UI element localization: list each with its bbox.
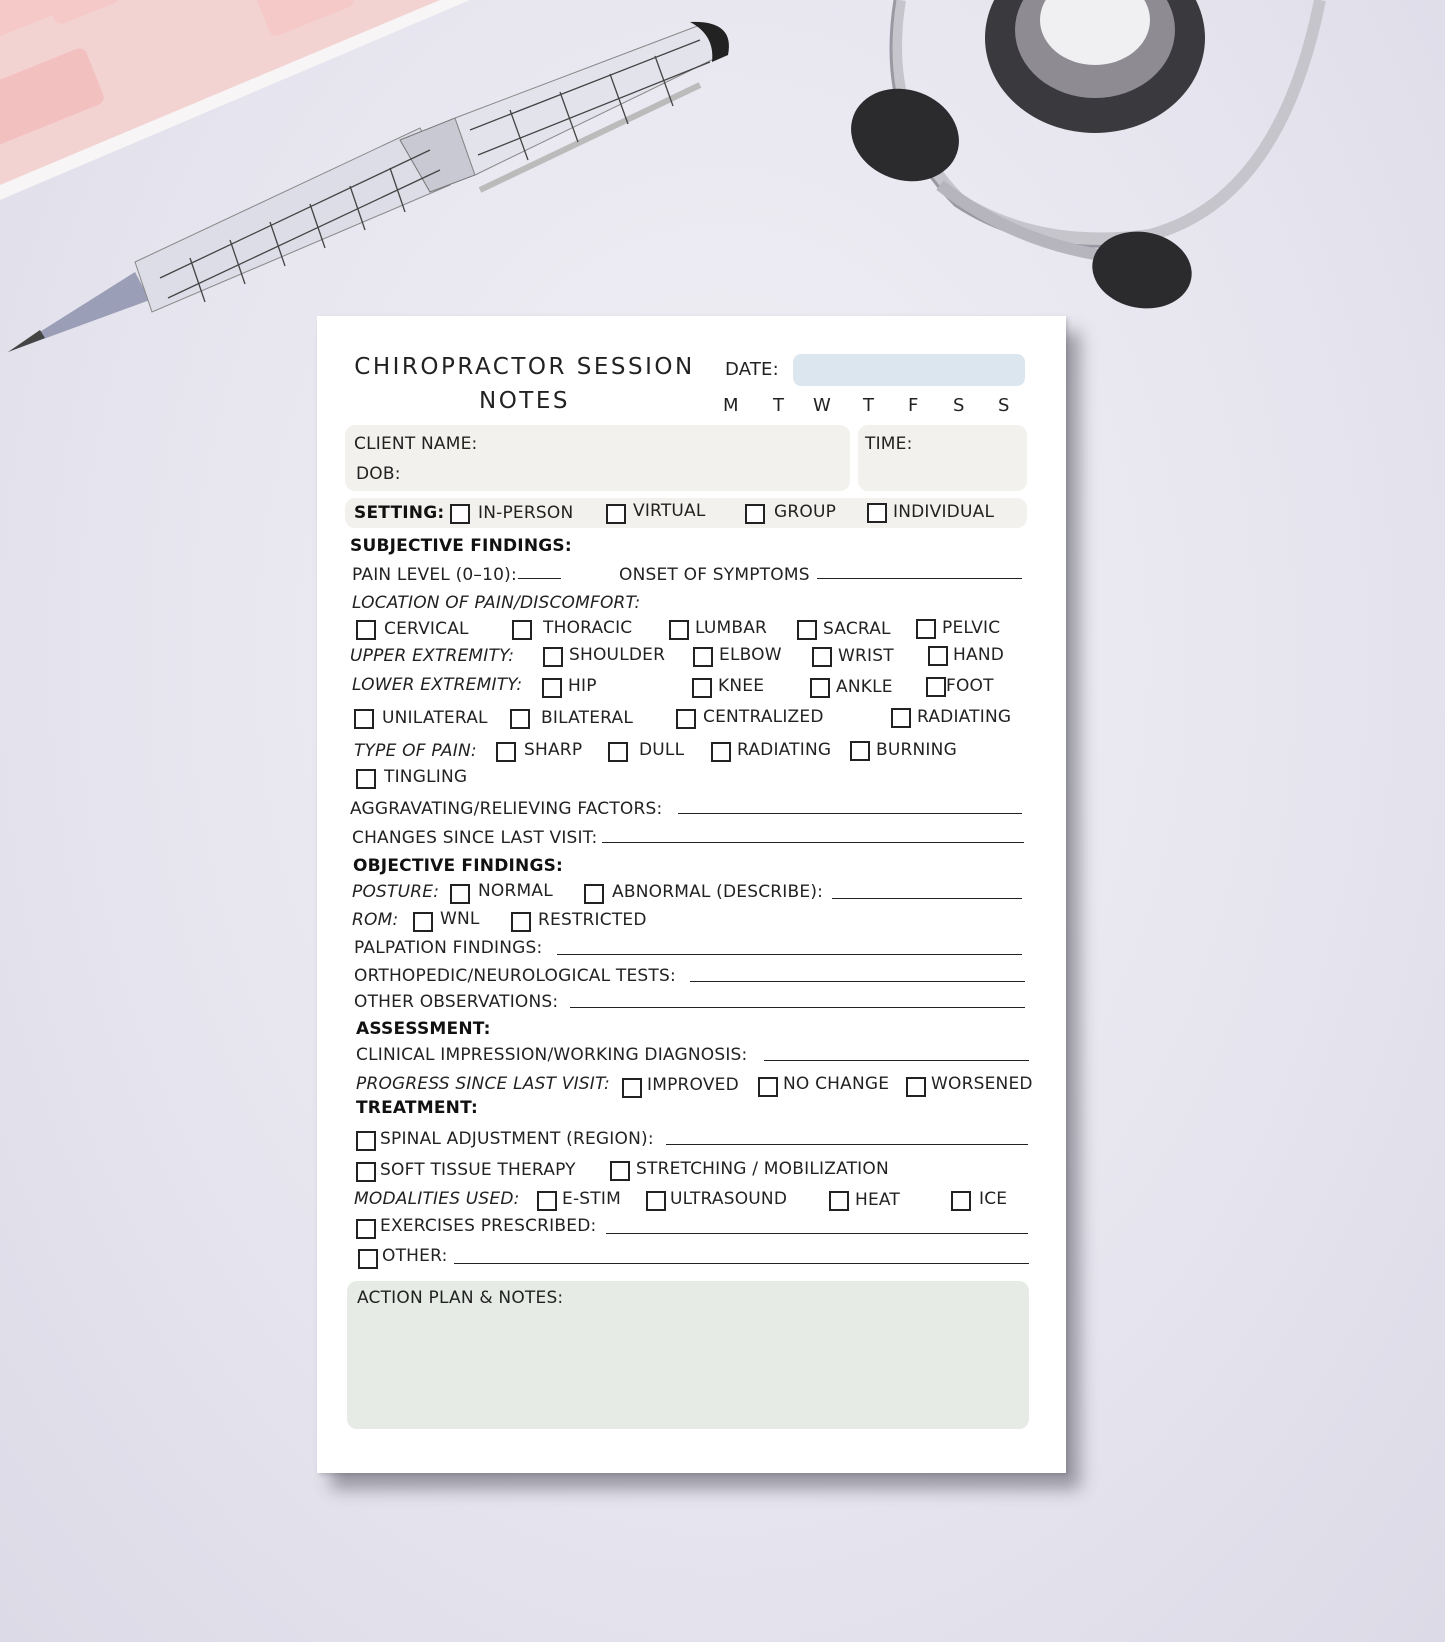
tingling-checkbox[interactable]	[356, 769, 376, 789]
posture-normal-label: NORMAL	[478, 881, 553, 901]
centralized-label: CENTRALIZED	[703, 707, 824, 727]
elbow-label: ELBOW	[719, 645, 782, 665]
exercises-label: EXERCISES PRESCRIBED:	[380, 1216, 597, 1236]
lumbar-label: LUMBAR	[695, 618, 768, 638]
sacral-label: SACRAL	[823, 619, 891, 639]
no-change-checkbox[interactable]	[758, 1077, 778, 1097]
title-line-2: NOTES	[479, 388, 570, 414]
setting-individual-checkbox[interactable]	[867, 503, 887, 523]
setting-in-person-label: IN-PERSON	[478, 503, 574, 523]
ortho-field[interactable]	[690, 981, 1025, 982]
setting-in-person-checkbox[interactable]	[450, 504, 470, 524]
heat-checkbox[interactable]	[829, 1191, 849, 1211]
weekday-selector	[723, 396, 1029, 420]
unilateral-checkbox[interactable]	[354, 709, 374, 729]
posture-normal-checkbox[interactable]	[450, 884, 470, 904]
day-wednesday[interactable]: W	[813, 395, 831, 416]
setting-individual-label: INDIVIDUAL	[893, 502, 995, 522]
dob-label: DOB:	[356, 464, 401, 484]
aggravating-label: AGGRAVATING/RELIEVING FACTORS:	[350, 799, 663, 819]
date-field[interactable]	[793, 354, 1025, 386]
setting-group-label: GROUP	[774, 502, 837, 522]
aggravating-field[interactable]	[678, 813, 1022, 814]
rom-restricted-label: RESTRICTED	[538, 910, 647, 930]
ultrasound-label: ULTRASOUND	[670, 1189, 788, 1209]
palpation-field[interactable]	[557, 954, 1022, 955]
e-stim-label: E-STIM	[562, 1189, 621, 1209]
hip-label: HIP	[568, 676, 597, 696]
stretching-checkbox[interactable]	[610, 1161, 630, 1181]
rom-wnl-checkbox[interactable]	[413, 912, 433, 932]
day-monday[interactable]: M	[723, 395, 739, 416]
knee-label: KNEE	[718, 676, 765, 696]
palpation-label: PALPATION FINDINGS:	[354, 938, 543, 958]
lumbar-checkbox[interactable]	[669, 620, 689, 640]
assessment-heading: ASSESSMENT:	[356, 1019, 491, 1039]
ankle-label: ANKLE	[836, 677, 893, 697]
pelvic-label: PELVIC	[942, 618, 1001, 638]
other-observations-label: OTHER OBSERVATIONS:	[354, 992, 559, 1012]
shoulder-checkbox[interactable]	[543, 647, 563, 667]
treatment-heading: TREATMENT:	[356, 1098, 478, 1118]
changes-field[interactable]	[602, 842, 1024, 843]
spinal-adjustment-label: SPINAL ADJUSTMENT (REGION):	[380, 1129, 654, 1149]
time-label: TIME:	[865, 434, 913, 454]
shoulder-label: SHOULDER	[569, 645, 666, 665]
worsened-label: WORSENED	[931, 1074, 1033, 1094]
rom-wnl-label: WNL	[440, 909, 480, 929]
wrist-checkbox[interactable]	[812, 647, 832, 667]
radiating-distribution-checkbox[interactable]	[891, 708, 911, 728]
day-friday[interactable]: F	[908, 395, 919, 416]
hand-label: HAND	[953, 645, 1005, 665]
day-saturday[interactable]: S	[953, 395, 965, 416]
tingling-label: TINGLING	[384, 767, 468, 787]
heat-label: HEAT	[855, 1190, 901, 1210]
impression-label: CLINICAL IMPRESSION/WORKING DIAGNOSIS:	[356, 1045, 748, 1065]
sacral-checkbox[interactable]	[797, 620, 817, 640]
stethoscope-icon	[838, 0, 1320, 316]
bilateral-label: BILATERAL	[541, 708, 633, 728]
other-treatment-label: OTHER:	[382, 1246, 448, 1266]
thoracic-checkbox[interactable]	[512, 620, 532, 640]
sharp-checkbox[interactable]	[496, 742, 516, 762]
burning-checkbox[interactable]	[850, 741, 870, 761]
ortho-label: ORTHOPEDIC/NEUROLOGICAL TESTS:	[354, 966, 676, 986]
onset-field[interactable]	[817, 578, 1022, 579]
lower-extremity-label: LOWER EXTREMITY:	[352, 675, 523, 695]
unilateral-label: UNILATERAL	[382, 708, 488, 728]
radiating-distribution-label: RADIATING	[917, 707, 1012, 727]
pain-level-field[interactable]	[518, 578, 561, 579]
soft-tissue-label: SOFT TISSUE THERAPY	[380, 1160, 576, 1180]
title-line-1: CHIROPRACTOR SESSION	[354, 354, 695, 380]
knee-checkbox[interactable]	[692, 678, 712, 698]
pelvic-checkbox[interactable]	[916, 619, 936, 639]
posture-label: POSTURE:	[352, 882, 440, 902]
spinal-adjustment-field[interactable]	[666, 1144, 1028, 1145]
posture-abnormal-label: ABNORMAL (DESCRIBE):	[612, 882, 824, 902]
foot-label: FOOT	[946, 676, 994, 696]
ankle-checkbox[interactable]	[810, 678, 830, 698]
e-stim-checkbox[interactable]	[537, 1191, 557, 1211]
wrist-label: WRIST	[838, 646, 894, 666]
setting-label: SETTING:	[354, 503, 445, 523]
posture-describe-field[interactable]	[832, 898, 1022, 899]
foot-checkbox[interactable]	[926, 677, 946, 697]
subjective-heading: SUBJECTIVE FINDINGS:	[350, 536, 572, 556]
centralized-checkbox[interactable]	[676, 709, 696, 729]
day-sunday[interactable]: S	[998, 395, 1010, 416]
action-plan-label: ACTION PLAN & NOTES:	[357, 1288, 564, 1308]
day-tuesday[interactable]: T	[773, 395, 785, 416]
impression-field[interactable]	[764, 1060, 1029, 1061]
other-observations-field[interactable]	[570, 1007, 1025, 1008]
exercises-field[interactable]	[606, 1233, 1028, 1234]
no-change-label: NO CHANGE	[783, 1074, 890, 1094]
bilateral-checkbox[interactable]	[510, 709, 530, 729]
spinal-adjustment-checkbox[interactable]	[356, 1131, 376, 1151]
setting-virtual-label: VIRTUAL	[633, 501, 706, 521]
setting-group-checkbox[interactable]	[745, 504, 765, 524]
posture-abnormal-checkbox[interactable]	[584, 884, 604, 904]
radiating-type-label: RADIATING	[737, 740, 832, 760]
improved-label: IMPROVED	[647, 1075, 739, 1095]
rom-label: ROM:	[352, 910, 399, 930]
modalities-label: MODALITIES USED:	[354, 1189, 520, 1209]
exercises-checkbox[interactable]	[356, 1219, 376, 1239]
other-treatment-field[interactable]	[454, 1263, 1029, 1264]
hand-checkbox[interactable]	[928, 646, 948, 666]
dull-checkbox[interactable]	[608, 742, 628, 762]
date-label: DATE:	[725, 359, 779, 380]
type-of-pain-label: TYPE OF PAIN:	[354, 741, 477, 761]
radiating-type-checkbox[interactable]	[711, 742, 731, 762]
dull-label: DULL	[639, 740, 685, 760]
session-notes-sheet	[317, 316, 1066, 1473]
sharp-label: SHARP	[524, 740, 583, 760]
pain-level-label: PAIN LEVEL (0–10):	[352, 565, 517, 585]
upper-extremity-label: UPPER EXTREMITY:	[350, 646, 515, 666]
ice-label: ICE	[979, 1189, 1008, 1209]
onset-label: ONSET OF SYMPTOMS	[619, 565, 810, 585]
client-name-label: CLIENT NAME:	[354, 434, 478, 454]
objective-heading: OBJECTIVE FINDINGS:	[353, 856, 564, 876]
cervical-checkbox[interactable]	[356, 620, 376, 640]
worsened-checkbox[interactable]	[906, 1077, 926, 1097]
location-label: LOCATION OF PAIN/DISCOMFORT:	[352, 593, 641, 613]
progress-label: PROGRESS SINCE LAST VISIT:	[356, 1074, 610, 1094]
rom-restricted-checkbox[interactable]	[511, 912, 531, 932]
other-treatment-checkbox[interactable]	[358, 1249, 378, 1269]
page-title	[347, 350, 702, 418]
elbow-checkbox[interactable]	[693, 647, 713, 667]
ice-checkbox[interactable]	[951, 1191, 971, 1211]
hip-checkbox[interactable]	[542, 678, 562, 698]
soft-tissue-checkbox[interactable]	[356, 1162, 376, 1182]
stretching-label: STRETCHING / MOBILIZATION	[636, 1159, 889, 1179]
day-thursday[interactable]: T	[863, 395, 875, 416]
burning-label: BURNING	[876, 740, 957, 760]
changes-label: CHANGES SINCE LAST VISIT:	[352, 828, 598, 848]
thoracic-label: THORACIC	[543, 618, 633, 638]
setting-virtual-checkbox[interactable]	[606, 504, 626, 524]
improved-checkbox[interactable]	[622, 1078, 642, 1098]
ultrasound-checkbox[interactable]	[646, 1191, 666, 1211]
cervical-label: CERVICAL	[384, 619, 469, 639]
